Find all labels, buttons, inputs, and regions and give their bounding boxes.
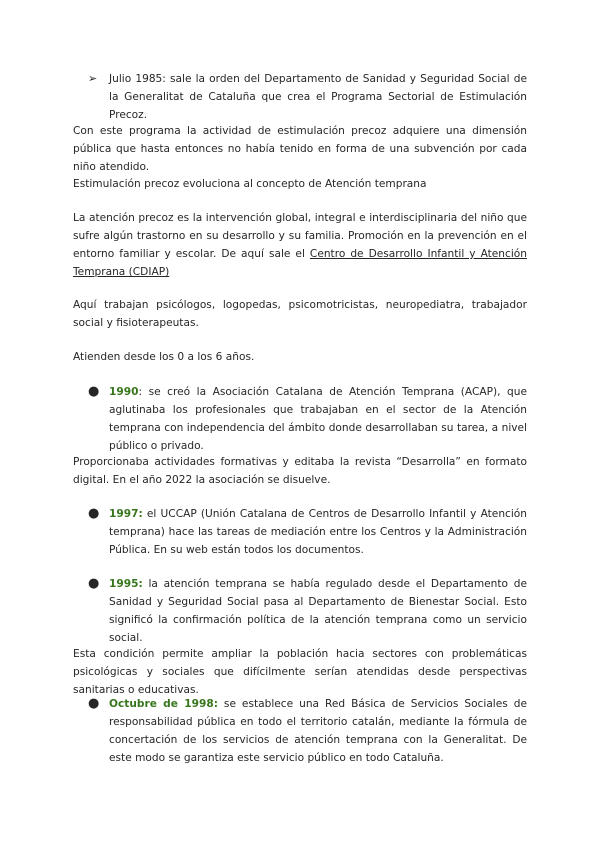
bullet-dot-icon: ● [88,384,100,399]
list-item-text [109,695,527,767]
paragraph-atienden: Atienden desde los 0 a los 6 años. [73,351,255,363]
list-item-body: la atención temprana se había regulado desde el Departamento de Sanidad y Seguridad Social pasa al Departamento de Bienestar Social. Esto significó la confirmación política de la atención temprana como un servicio social. [109,578,527,644]
list-item-body: : se creó la Asociación Catalana de Atención Temprana (ACAP), que aglutinaba los profesionales que trabajaban en el sector de la Atención temprana con independencia del ámbito donde desarrollaban su tarea, a nivel público o privado. [109,386,527,452]
list-item-julio-1985 [88,70,527,124]
cdiap-link[interactable]: Centro de Desarrollo Infantil y Atención Temprana (CDIAP) [73,248,527,278]
list-item-1998 [88,695,527,767]
list-item-text [109,383,527,455]
year-label: 1990 [109,386,139,398]
paragraph-proporcionaba: Proporcionaba actividades formativas y editaba la revista “Desarrolla” en formato digital. En el año 2022 la asociación se disuelve. [73,456,527,486]
bullet-dot-icon: ● [88,506,100,521]
list-item-text: Julio 1985: sale la orden del Departamento de Sanidad y Seguridad Social de la Generalitat de Cataluña que crea el Programa Sectorial de Estimulación Precoz. [109,73,527,121]
paragraph-atencion-text: La atención precoz es la intervención global, integral e interdisciplinaria del niño que sufre algún trastorno en su desarrollo y su familia. Promoción en la prevención en el entorno familiar y escolar. De aquí sale el [73,212,527,260]
list-item-body: se establece una Red Básica de Servicios Sociales de responsabilidad pública en todo el territorio catalán, mediante la fórmula de concertación de los servicios de atención temprana con la Generalitat. De este modo se garantiza este servicio público en todo Cataluña. [109,698,527,764]
list-item-1997 [88,505,527,559]
list-item-text [109,575,527,647]
list-item-1995 [88,575,527,647]
arrow-bullet-icon: ➢ [88,72,98,85]
year-label: 1995: [109,578,143,590]
paragraph-atencion-precoz [73,209,527,281]
paragraph-evoluciona: Estimulación precoz evoluciona al concepto de Atención temprana [73,178,427,190]
year-label: Octubre de 1998: [109,698,218,710]
bullet-dot-icon: ● [88,576,100,591]
year-label: 1997: [109,508,143,520]
list-item-text [109,505,527,559]
paragraph-condicion: Esta condición permite ampliar la población hacia sectores con problemáticas psicológicas y sociales que difícilmente serían atendidas desde perspectivas sanitarias o educativas. [73,648,527,696]
bullet-dot-icon: ● [88,696,100,711]
paragraph-trabajan: Aquí trabajan psicólogos, logopedas, psicomotricistas, neuropediatra, trabajador social y fisioterapeutas. [73,299,527,329]
paragraph-programa: Con este programa la actividad de estimulación precoz adquiere una dimensión pública que hasta entonces no había tenido en forma de una subvención por cada niño atendido. [73,125,527,173]
list-item-1990 [88,383,527,455]
list-item-body: el UCCAP (Unión Catalana de Centros de Desarrollo Infantil y Atención temprana) hace las tareas de mediación entre los Centros y la Administración Pública. En su web están todos los documentos. [109,508,527,556]
